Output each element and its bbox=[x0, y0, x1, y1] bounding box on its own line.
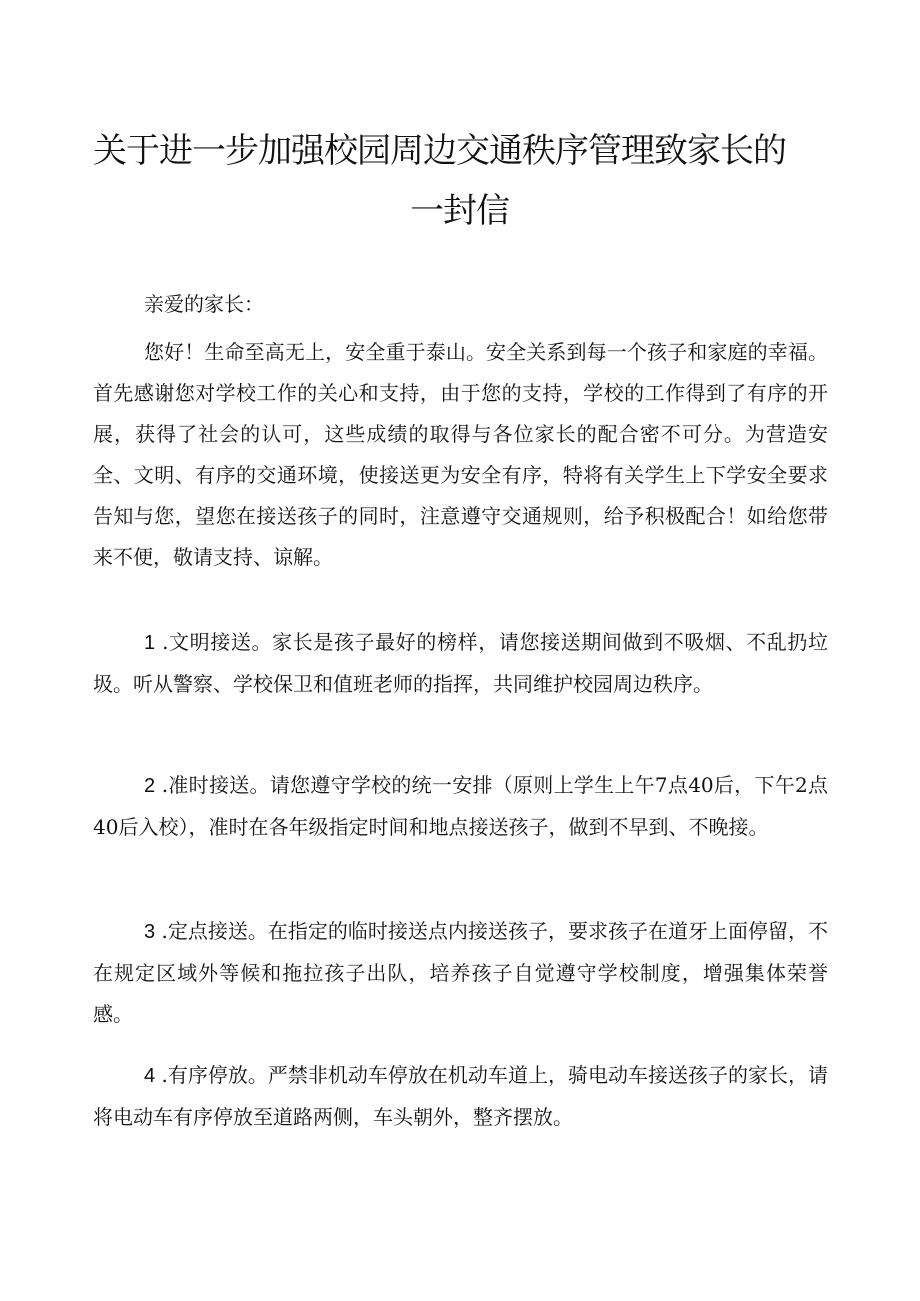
list-item-text: .准时接送。请您遵守学校的统一安排（原则上学生上午7点40后，下午2点40后入校），准时在各年级指定时间和地点接送孩子，做到不早到、不晚接。 bbox=[93, 773, 828, 839]
document-title-line-1: 关于进一步加强校园周边交通秩序管理致家长的 bbox=[93, 131, 786, 171]
list-item-2 bbox=[93, 765, 828, 848]
document-title-line-2: 一封信 bbox=[410, 191, 509, 231]
list-item-text: .有序停放。严禁非机动车停放在机动车道上，骑电动车接送孩子的家长，请将电动车有序停放至道路两侧，车头朝外，整齐摆放。 bbox=[93, 1063, 829, 1129]
list-item-3 bbox=[93, 911, 828, 1035]
intro-paragraph: 您好！生命至高无上，安全重于泰山。安全关系到每一个孩子和家庭的幸福。首先感谢您对学校工作的关心和支持，由于您的支持，学校的工作得到了有序的开展，获得了社会的认可，这些成绩的取得与各位家长的配合密不可分。为营造安全、文明、有序的交通环境，使接送更为安全有序，特将有关学生上下学安全要求告知与您，望您在接送孩子的同时，注意遵守交通规则，给予积极配合！如给您带来不便，敬请支持、谅解。 bbox=[93, 340, 828, 569]
list-item-1 bbox=[93, 622, 828, 705]
list-item-number: 2 bbox=[144, 775, 156, 797]
list-item-number: 3 bbox=[144, 921, 156, 943]
list-item-number: 1 bbox=[144, 632, 156, 654]
list-item-4 bbox=[93, 1055, 828, 1138]
salutation: 亲爱的家长： bbox=[144, 292, 264, 316]
list-item-text: .文明接送。家长是孩子最好的榜样，请您接送期间做到不吸烟、不乱扔垃圾。听从警察、学校保卫和值班老师的指挥，共同维护校园周边秩序。 bbox=[93, 630, 828, 696]
list-item-text: .定点接送。在指定的临时接送点内接送孩子，要求孩子在道牙上面停留，不在规定区域外等候和拖拉孩子出队，培养孩子自觉遵守学校制度，增强集体荣誉感。 bbox=[93, 919, 829, 1026]
list-item-number: 4 bbox=[144, 1065, 156, 1087]
